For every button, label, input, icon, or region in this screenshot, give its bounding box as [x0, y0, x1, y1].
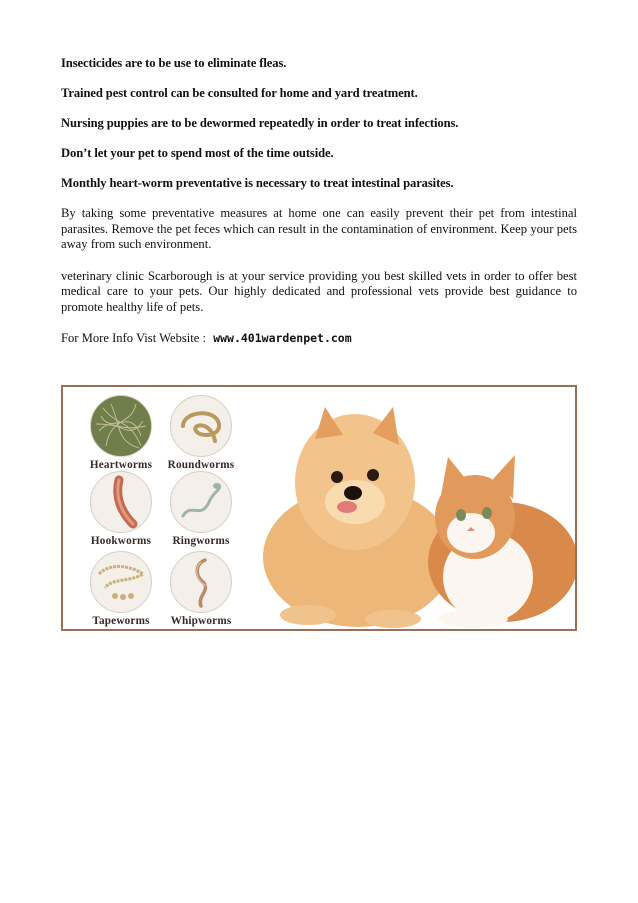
prevention-paragraph: By taking some preventative measures at home one can easily prevent their pet from intestinal parasites. Remove the pet feces which can result in the contamination of environment. Keep your pets away from such environment.	[61, 206, 577, 251]
pomeranian-dog	[263, 407, 453, 628]
worm-cell-ringworms	[161, 471, 241, 547]
whipworm-icon	[170, 551, 232, 613]
worm-label: Heartworms	[89, 459, 153, 471]
ringworm-icon	[170, 471, 232, 533]
orange-white-cat	[428, 455, 577, 628]
worm-cell-tapeworms	[81, 551, 161, 627]
tapeworm-icon	[90, 551, 152, 613]
tip-line-3: Nursing puppies are to be dewormed repeatedly in order to treat infections.	[61, 116, 459, 130]
more-info-line	[61, 331, 577, 346]
parasites-pets-figure	[61, 385, 577, 631]
worm-cell-whipworms	[161, 551, 241, 627]
document-body	[61, 56, 577, 346]
tip-line-1: Insecticides are to be use to eliminate fleas.	[61, 56, 287, 70]
worm-label: Ringworms	[172, 535, 230, 547]
dog-and-cat-photo	[243, 387, 577, 629]
worm-label: Roundworms	[167, 459, 235, 471]
roundworm-icon	[170, 395, 232, 457]
clinic-paragraph: veterinary clinic Scarborough is at your service providing you best skilled vets in order to offer best medical care to your pets. Our highly dedicated and professional vets provide best guidance to promote healthy life of pets.	[61, 268, 577, 314]
hookworm-icon	[90, 471, 152, 533]
worm-label: Whipworms	[170, 615, 232, 627]
website-link[interactable]: www.401wardenpet.com	[213, 331, 352, 345]
worm-label: Hookworms	[90, 535, 152, 547]
tip-line-5: Monthly heart-worm preventative is necessary to treat intestinal parasites.	[61, 176, 454, 190]
worm-cell-roundworms	[161, 395, 241, 471]
tip-line-4: Don’t let your pet to spend most of the time outside.	[61, 146, 334, 160]
worm-label: Tapeworms	[92, 615, 150, 627]
worm-cell-hookworms	[81, 471, 161, 547]
more-info-label: For More Info Vist Website :	[61, 331, 207, 345]
worm-cell-heartworms	[81, 395, 161, 471]
heartworm-icon	[90, 395, 152, 457]
tip-line-2: Trained pest control can be consulted for home and yard treatment.	[61, 86, 418, 100]
